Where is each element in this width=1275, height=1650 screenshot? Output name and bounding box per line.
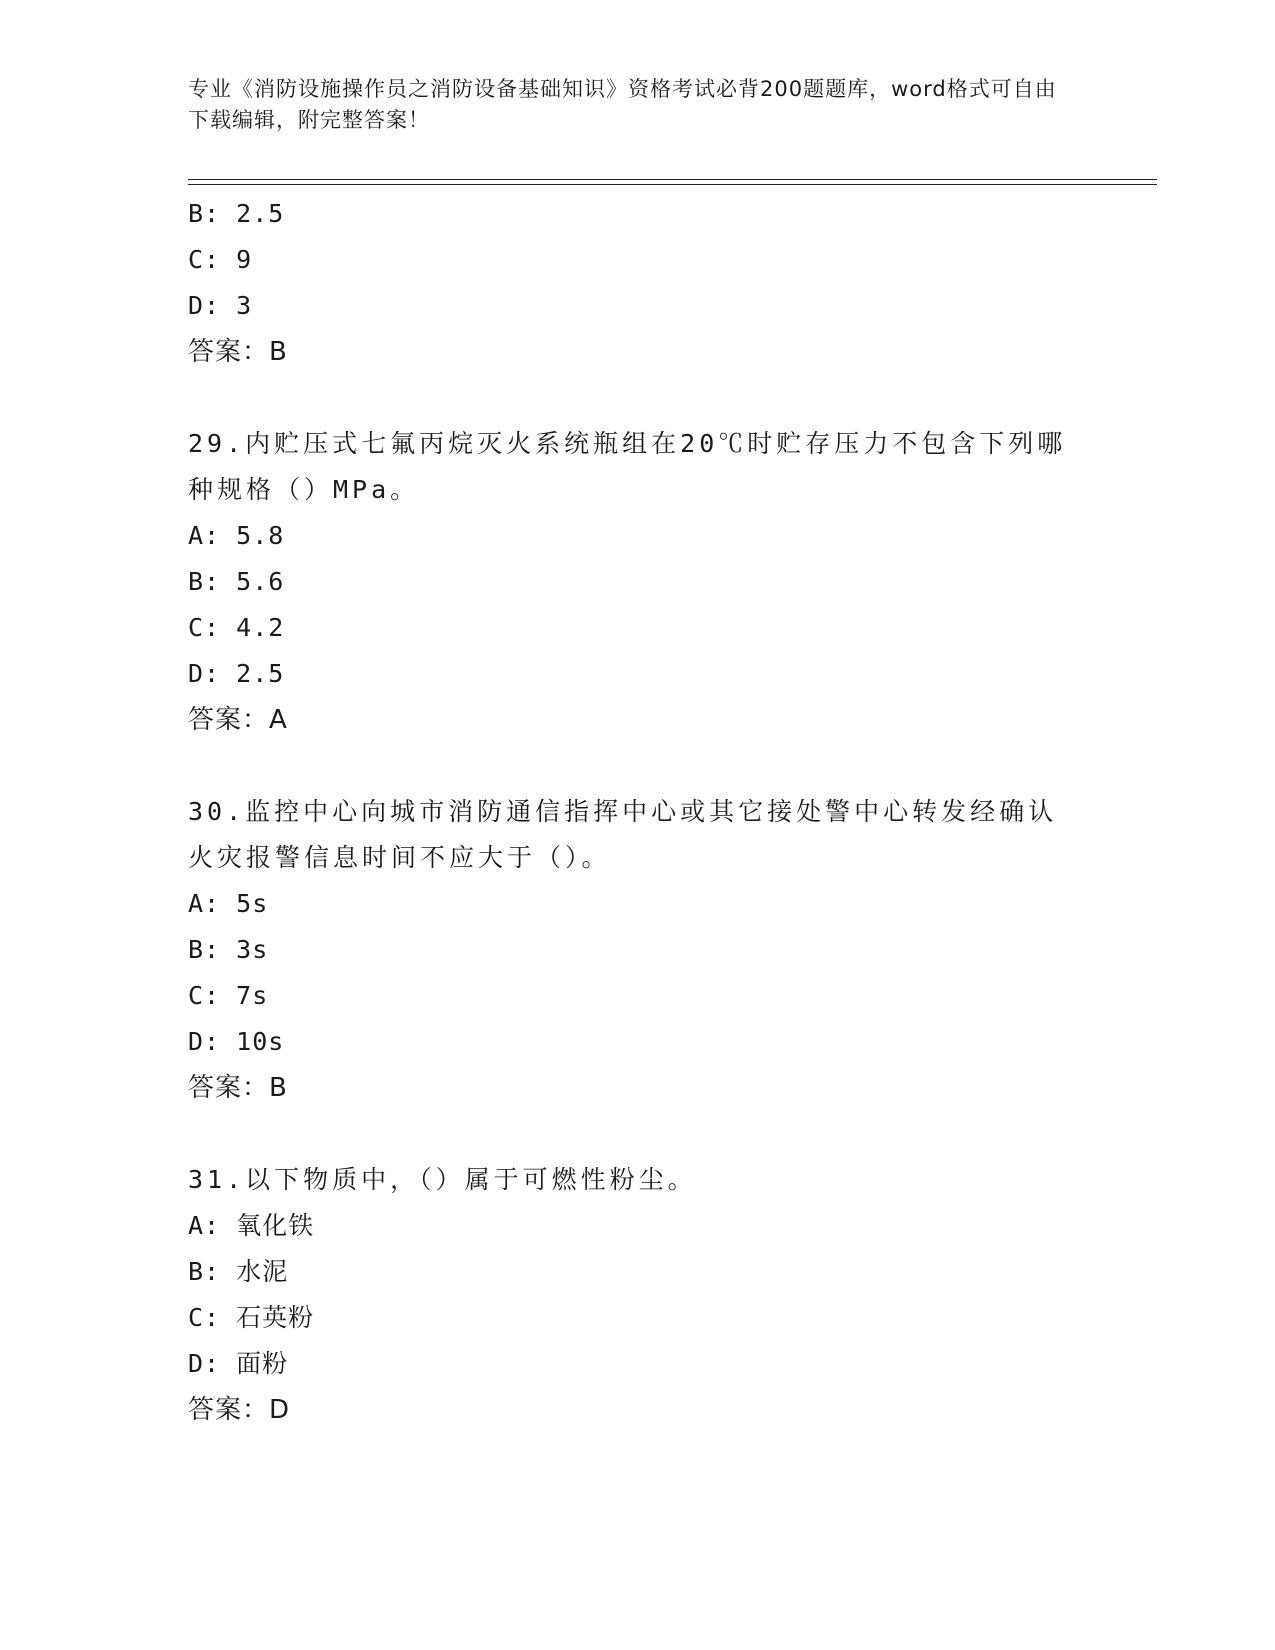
spacer bbox=[188, 743, 1088, 789]
answer-line: 答案：A bbox=[188, 705, 288, 735]
answer-line: 答案：B bbox=[188, 1073, 288, 1103]
spacer bbox=[188, 375, 1088, 421]
question-31-text: 31.以下物质中，（）属于可燃性粉尘。 bbox=[188, 1165, 697, 1194]
header-divider-bottom bbox=[188, 184, 1157, 185]
spacer bbox=[188, 1111, 1088, 1157]
option-c: C: 4.2 bbox=[188, 613, 285, 642]
option-b: B: 3s bbox=[188, 935, 269, 964]
option-d: D: 3 bbox=[188, 291, 253, 320]
option-b: B: 5.6 bbox=[188, 567, 285, 596]
option-b: B: 水泥 bbox=[188, 1257, 289, 1286]
option-c: C: 7s bbox=[188, 981, 269, 1010]
option-a: A: 5.8 bbox=[188, 521, 285, 550]
question-30-text: 30.监控中心向城市消防通信指挥中心或其它接处警中心转发经确认火灾报警信息时间不应大于（）。 bbox=[188, 797, 1058, 872]
document-header: 专业《消防设施操作员之消防设备基础知识》资格考试必背200题题库，word格式可自由下载编辑，附完整答案！ bbox=[188, 77, 1057, 132]
option-d: D: 面粉 bbox=[188, 1349, 289, 1378]
header-divider-top bbox=[188, 179, 1157, 180]
option-c: C: 9 bbox=[188, 245, 253, 274]
option-a: A: 5s bbox=[188, 889, 269, 918]
question-29-text: 29.内贮压式七氟丙烷灭火系统瓶组在20℃时贮存压力不包含下列哪种规格（）MPa。 bbox=[188, 429, 1067, 504]
answer-line: 答案：D bbox=[188, 1395, 291, 1425]
question-list bbox=[188, 191, 1088, 1433]
option-c: C: 石英粉 bbox=[188, 1303, 315, 1332]
answer-line: 答案：B bbox=[188, 337, 288, 367]
option-b: B: 2.5 bbox=[188, 199, 285, 228]
option-d: D: 10s bbox=[188, 1027, 285, 1056]
option-d: D: 2.5 bbox=[188, 659, 285, 688]
option-a: A: 氧化铁 bbox=[188, 1211, 315, 1240]
